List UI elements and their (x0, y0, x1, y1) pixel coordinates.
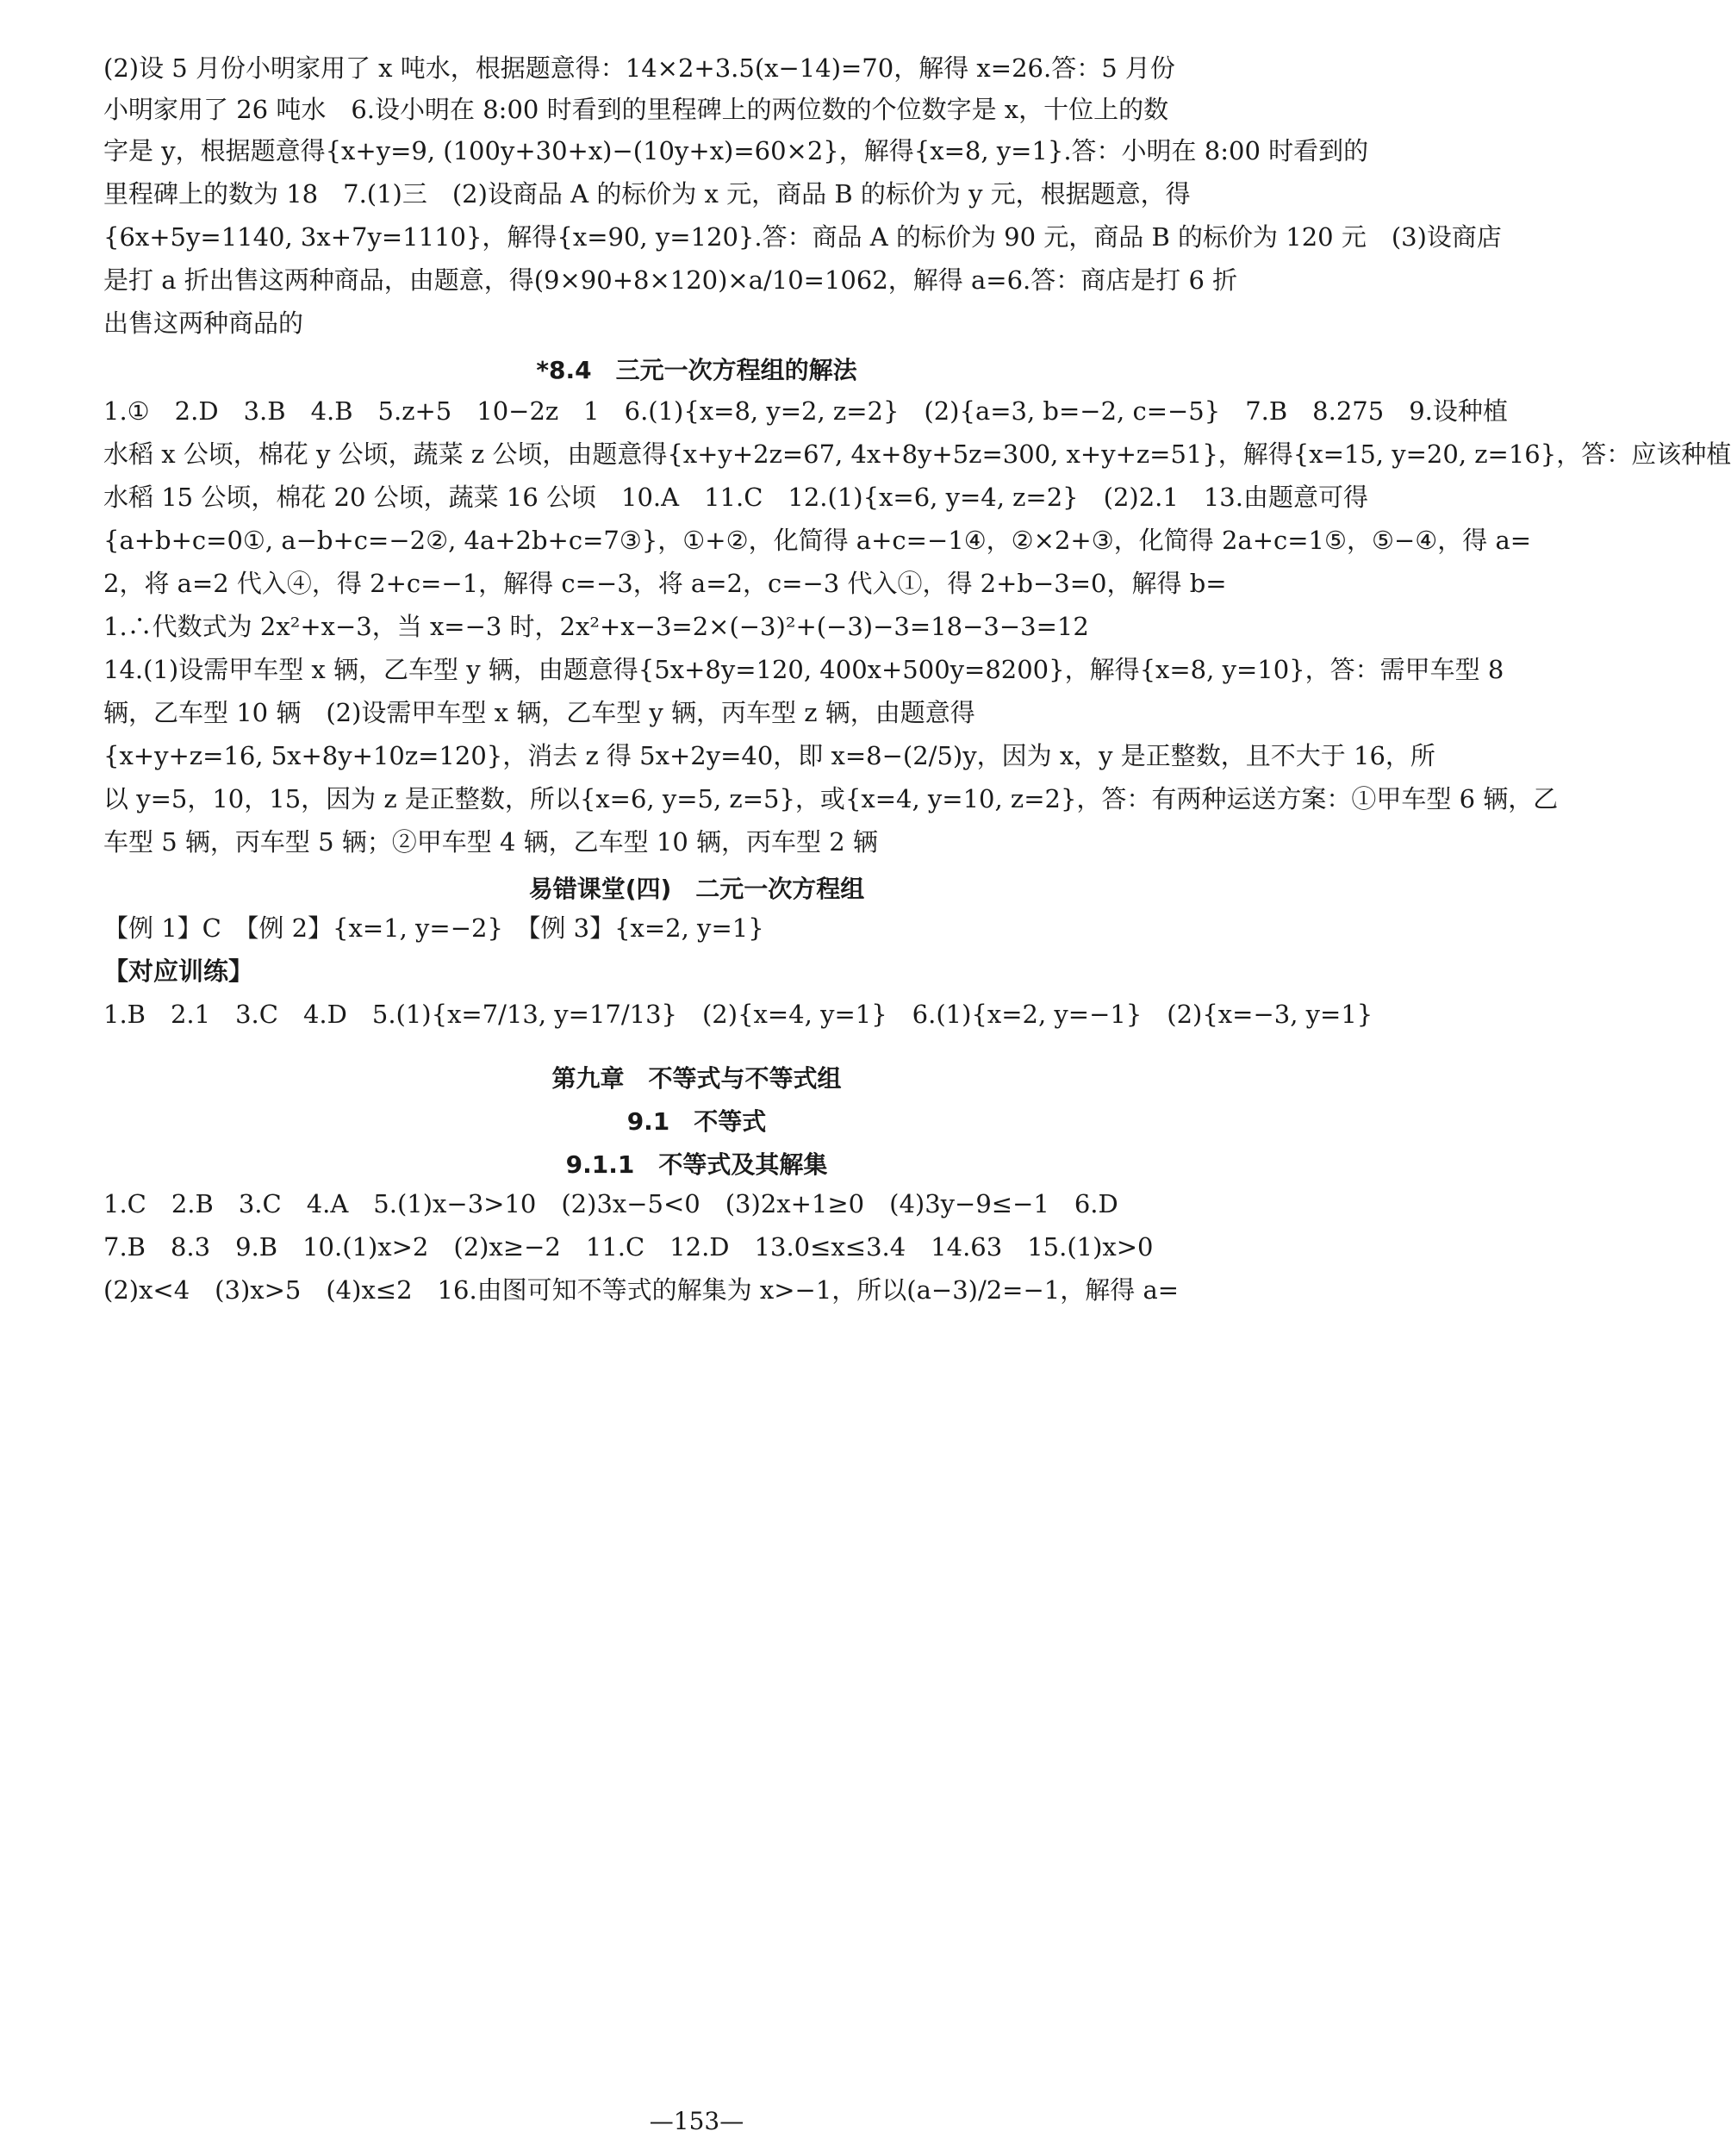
s84-line-5: 2，将 a=2 代入④，得 2+c=−1，解得 c=−3，将 a=2，c=−3 代入①，得 2+b−3=0，解得 b= (103, 569, 1227, 598)
page-number: —153— (649, 2107, 744, 2135)
line-top-6: 是打 a 折出售这两种商品，由题意，得(9×90+8×120)×a/10=1062，解得 a=6.答：商店是打 6 折 (103, 265, 1238, 295)
training-title: 【对应训练】 (103, 956, 254, 986)
s84-line-11: 车型 5 辆，丙车型 5 辆；②甲车型 4 辆，乙车型 10 辆，丙车型 2 辆 (103, 827, 878, 857)
line-top-5: {6x+5y=1140, 3x+7y=1110}，解得{x=90, y=120}.答：商品 A 的标价为 90 元，商品 B 的标价为 120 元 (3)设商店 (103, 222, 1502, 252)
s84-line-4: {a+b+c=0①, a−b+c=−2②, 4a+2b+c=7③}，①+②，化简得 a+c=−1④，②×2+③，化简得 2a+c=1⑤，⑤−④，得 a= (103, 526, 1532, 555)
section-91-title: 9.1 不等式 (626, 1107, 767, 1136)
chapter-9-title: 第九章 不等式与不等式组 (551, 1064, 842, 1093)
s84-line-7: 14.(1)设需甲车型 x 辆，乙车型 y 辆，由题意得{5x+8y=120, 400x+500y=8200}，解得{x=8, y=10}，答：需甲车型 8 (103, 655, 1504, 684)
s84-line-1: 1.① 2.D 3.B 4.B 5.z+5 10−2z 1 6.(1){x=8, y=2, z=2} (2){a=3, b=−2, c=−5} 7.B 8.275 9.设种植 (103, 396, 1508, 426)
s84-line-3: 水稻 15 公顷，棉花 20 公顷，蔬菜 16 公顷 10.A 11.C 12.(1){x=6, y=4, z=2} (2)2.1 13.由题意可得 (103, 483, 1368, 512)
line-top-1: (2)设 5 月份小明家用了 x 吨水，根据题意得：14×2+3.5(x−14)=70，解得 x=26.答：5 月份 (103, 53, 1175, 83)
line-top-3: 字是 y，根据题意得{x+y=9, (100y+30+x)−(10y+x)=60×2}，解得{x=8, y=1}.答：小明在 8:00 时看到的 (103, 136, 1369, 165)
line-top-7: 出售这两种商品的 (103, 308, 304, 338)
s84-line-2: 水稻 x 公顷，棉花 y 公顷，蔬菜 z 公顷，由题意得{x+y+2z=67, 4x+8y+5z=300, x+y+z=51}，解得{x=15, y=20, z=16}，答：应该种植 (103, 439, 1731, 469)
subsection-911-title: 9.1.1 不等式及其解集 (565, 1150, 828, 1179)
s84-line-8: 辆，乙车型 10 辆 (2)设需甲车型 x 辆，乙车型 y 辆，丙车型 z 辆，由题意得 (103, 698, 975, 727)
s84-line-10: 以 y=5，10，15，因为 z 是正整数，所以{x=6, y=5, z=5}，或{x=4, y=10, z=2}，答：有两种运送方案：①甲车型 6 辆，乙 (103, 784, 1559, 813)
line-top-4: 里程碑上的数为 18 7.(1)三 (2)设商品 A 的标价为 x 元，商品 B 的标价为 y 元，根据题意，得 (103, 179, 1191, 209)
s84-line-9: {x+y+z=16, 5x+8y+10z=120}，消去 z 得 5x+2y=40，即 x=8−(2/5)y，因为 x，y 是正整数，且不大于 16，所 (103, 741, 1435, 770)
section-84-title: *8.4 三元一次方程组的解法 (536, 356, 857, 384)
ch9-line-2: 7.B 8.3 9.B 10.(1)x>2 (2)x≥−2 11.C 12.D 13.0≤x≤3.4 14.63 15.(1)x>0 (103, 1232, 1154, 1262)
error-class-examples: 【例 1】C 【例 2】{x=1, y=−2} 【例 3】{x=2, y=1} (103, 913, 764, 943)
error-class-title: 易错课堂(四) 二元一次方程组 (528, 875, 865, 903)
s84-line-6: 1.∴代数式为 2x²+x−3，当 x=−3 时，2x²+x−3=2×(−3)²+(−3)−3=18−3−3=12 (103, 612, 1089, 641)
ch9-line-1: 1.C 2.B 3.C 4.A 5.(1)x−3>10 (2)3x−5<0 (3)2x+1≥0 (4)3y−9≤−1 6.D (103, 1189, 1118, 1218)
line-top-2: 小明家用了 26 吨水 6.设小明在 8:00 时看到的里程碑上的两位数的个位数字是 x，十位上的数 (103, 95, 1169, 124)
ch9-line-3: (2)x<4 (3)x>5 (4)x≤2 16.由图可知不等式的解集为 x>−1，所以(a−3)/2=−1，解得 a= (103, 1275, 1180, 1305)
training-answers: 1.B 2.1 3.C 4.D 5.(1){x=7/13, y=17/13} (2){x=4, y=1} 6.(1){x=2, y=−1} (2){x=−3, y=1} (103, 1000, 1373, 1029)
